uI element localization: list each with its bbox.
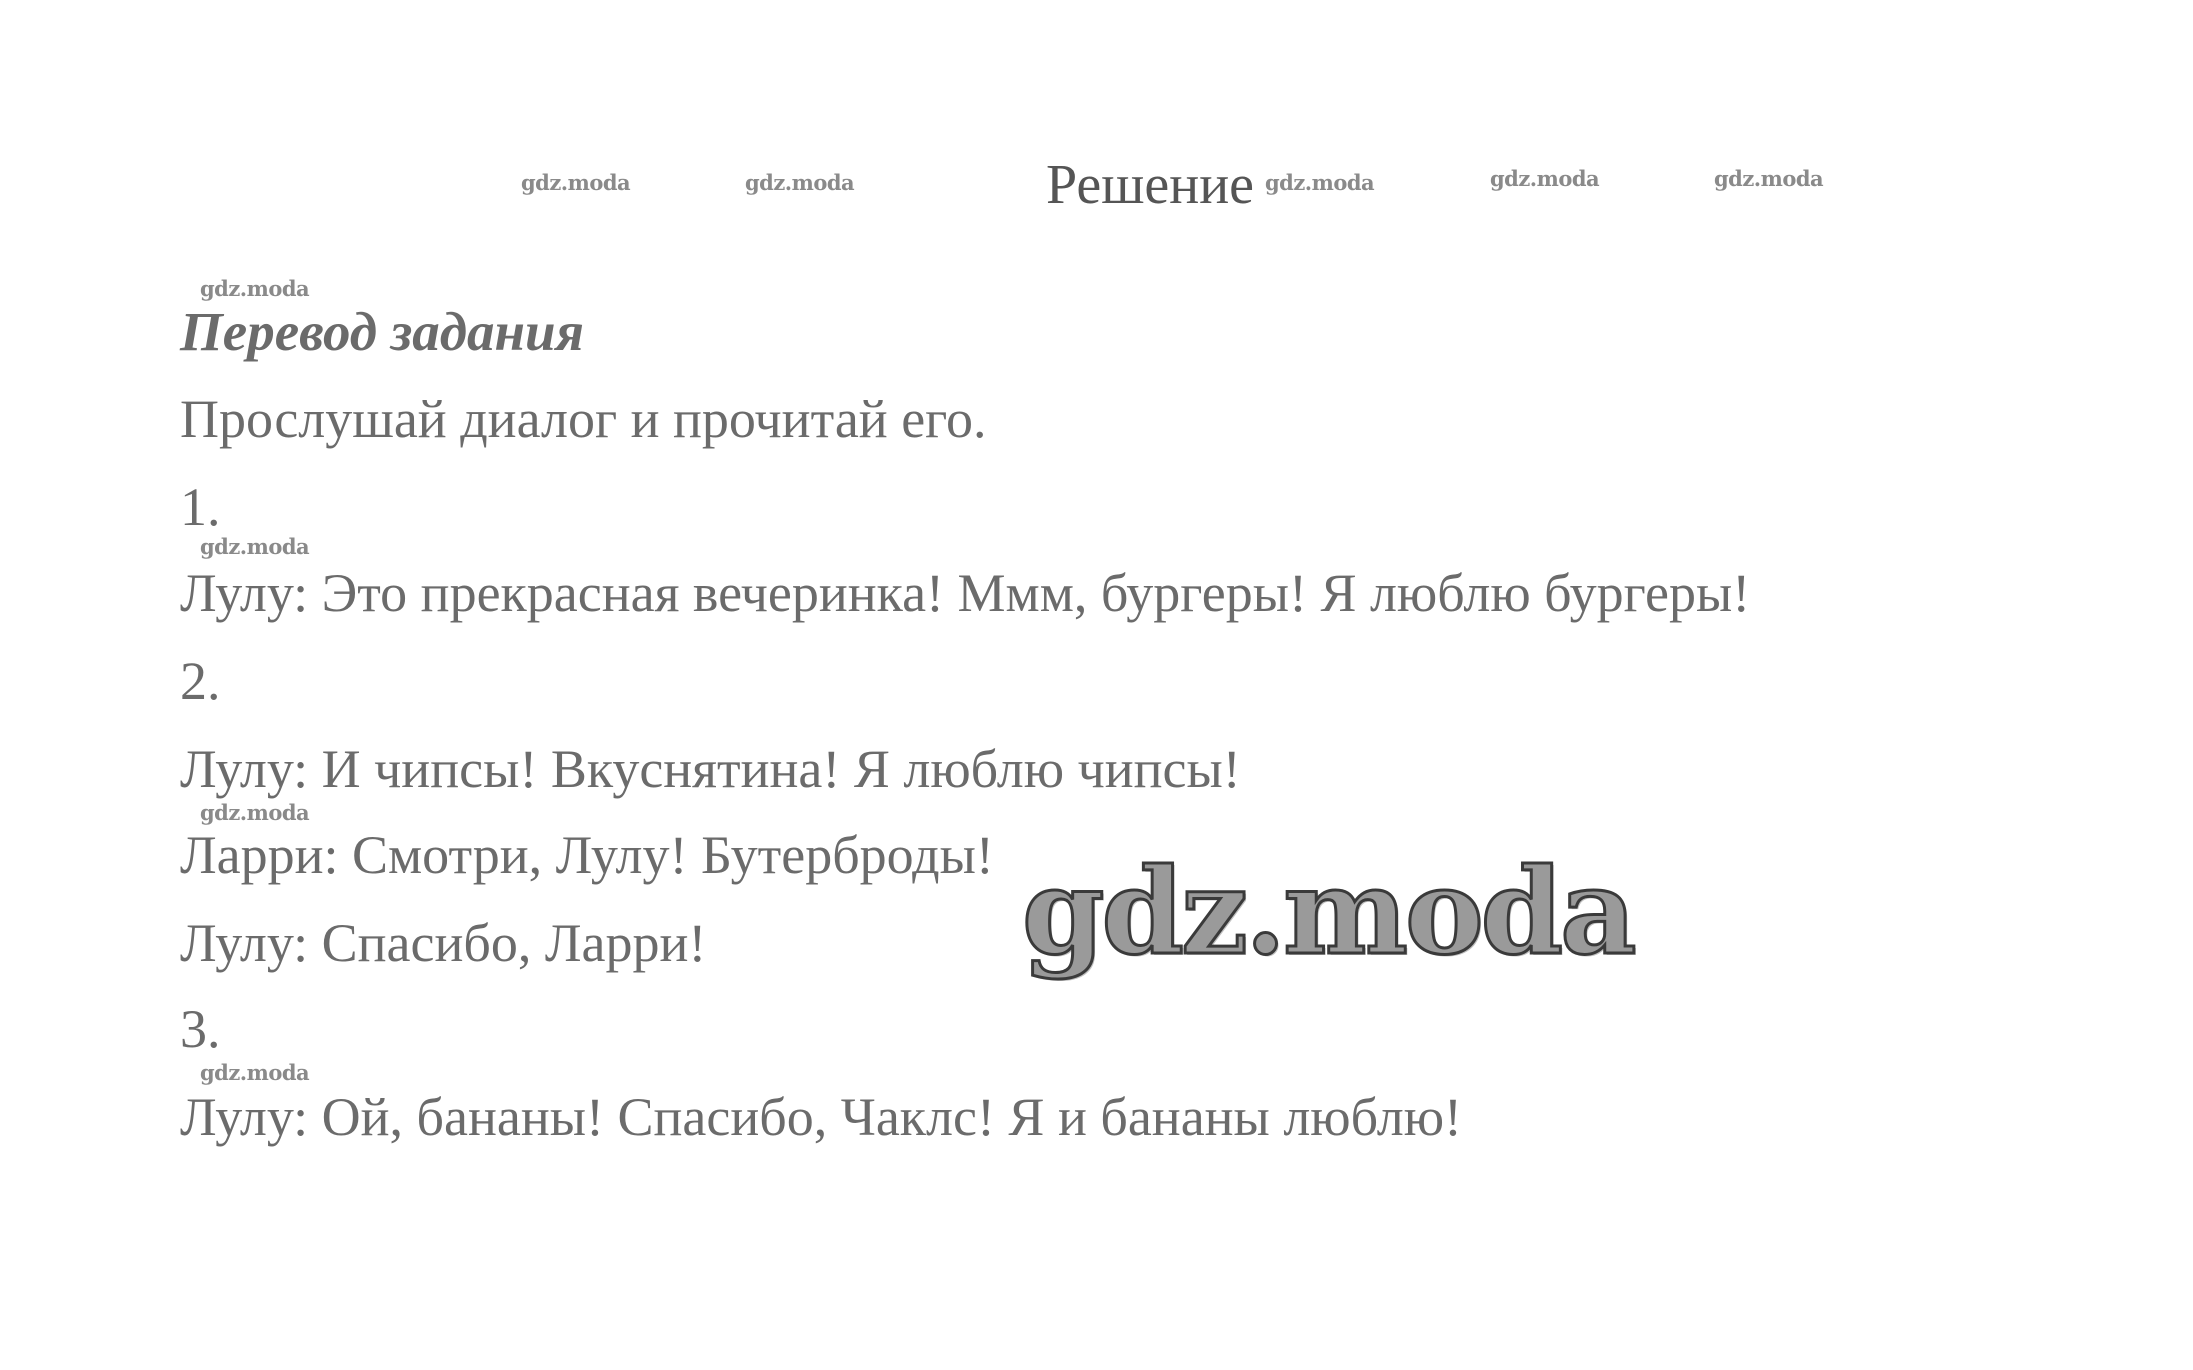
dialogue-line: Лулу: И чипсы! Вкуснятина! Я люблю чипсы! [180, 739, 1241, 799]
watermark-logo: gdz.moda [745, 170, 855, 195]
section-number: 1. [180, 477, 221, 537]
section-heading: Перевод задания [180, 301, 584, 362]
watermark-logo: gdz.moda [1265, 170, 1375, 195]
section-number: 3. [180, 999, 221, 1059]
watermark-logo: gdz.moda [1714, 166, 1824, 191]
watermark-logo: gdz.moda [1490, 166, 1600, 191]
section-number: 2. [180, 651, 221, 711]
dialogue-line: Лулу: Ой, бананы! Спасибо, Чаклс! Я и бананы люблю! [180, 1087, 1463, 1147]
dialogue-line: Лулу: Спасибо, Ларри! [180, 913, 707, 973]
dialogue-line: Ларри: Смотри, Лулу! Бутерброды! [180, 825, 994, 885]
watermark-logo: gdz.moda [200, 1060, 310, 1085]
watermark-logo-large: gdz.moda [1022, 842, 1634, 981]
instruction-text: Прослушай диалог и прочитай его. [180, 389, 987, 449]
dialogue-line: Лулу: Это прекрасная вечеринка! Ммм, бургеры! Я люблю бургеры! [180, 563, 1751, 623]
page-title: Решение [1046, 154, 1255, 216]
watermark-logo: gdz.moda [521, 170, 631, 195]
watermark-logo: gdz.moda [200, 534, 310, 559]
watermark-logo: gdz.moda [200, 800, 310, 825]
watermark-logo: gdz.moda [200, 276, 310, 301]
